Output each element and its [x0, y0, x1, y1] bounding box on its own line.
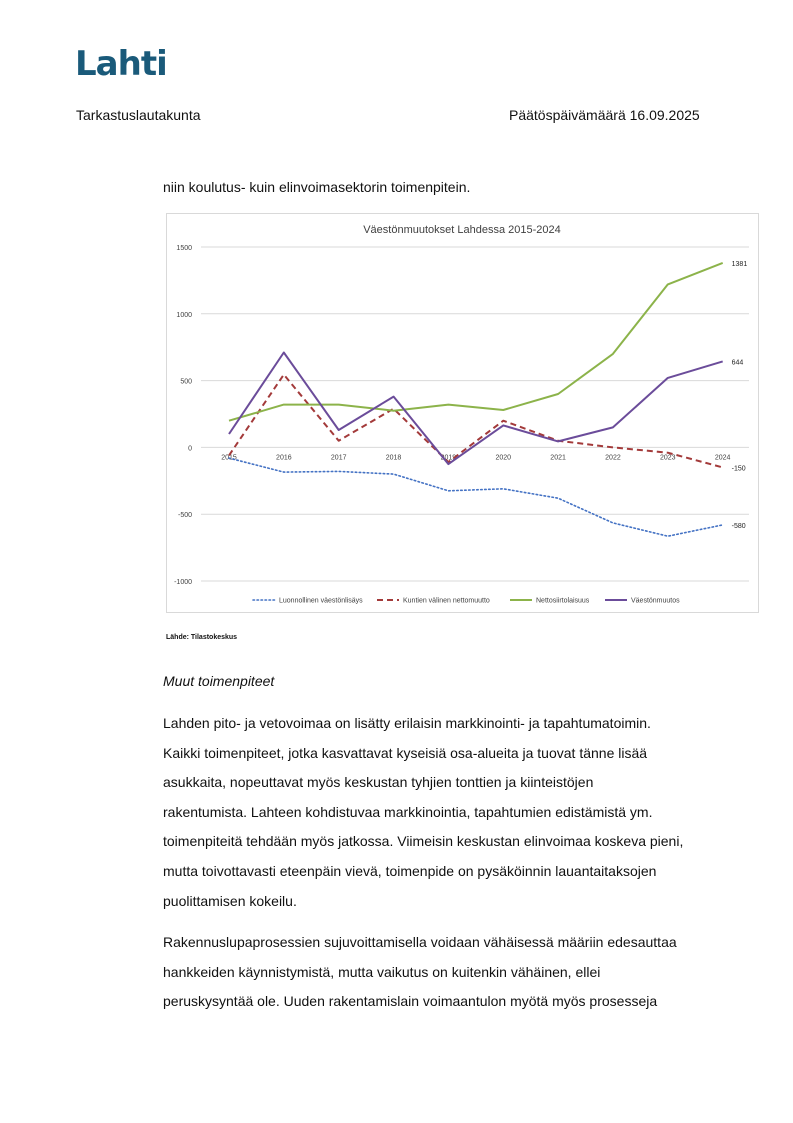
lahti-logo: Lahti — [75, 44, 167, 84]
legend-label: Luonnollinen väestönlisäys — [279, 597, 363, 605]
y-tick-label: 1500 — [176, 245, 192, 252]
legend-label: Kuntien välinen nettomuutto — [403, 597, 490, 605]
paragraph-line: peruskysyntää ole. Uuden rakentamislain voimaantulon myötä myös prosesseja — [163, 993, 658, 1010]
y-tick-label: 500 — [180, 378, 192, 386]
paragraph-line: hankkeiden käynnistymistä, mutta vaikutus on kuitenkin vähäinen, ellei — [163, 963, 601, 980]
chart-source: Lähde: Tilastokeskus — [166, 634, 238, 641]
y-tick-label: -1000 — [174, 579, 192, 586]
intro-text: niin koulutus- kuin elinvoimasektorin toimenpitein. — [163, 179, 471, 195]
series-line — [229, 263, 723, 421]
x-tick-label: 2015 — [221, 454, 237, 462]
decision-date: Päätöspäivämäärä 16.09.2025 — [509, 107, 700, 123]
x-tick-label: 2022 — [605, 454, 621, 462]
x-tick-label: 2018 — [385, 454, 402, 462]
paragraph-line: puolittamisen kokeilu. — [163, 892, 297, 909]
y-tick-label: 0 — [188, 445, 192, 453]
paragraph-line: Rakennuslupaprosessien sujuvoittamisella voidaan vähäisessä määriin edesauttaa — [163, 934, 677, 950]
paragraph-line: mutta toivottavasti eteenpäin vievä, toimenpide on pysäköinnin lauantaitaksojen — [163, 862, 657, 879]
x-tick-label: 2020 — [495, 454, 512, 462]
organization-name: Tarkastuslautakunta — [76, 107, 201, 123]
legend-label: Nettosiirtolaisuus — [536, 597, 590, 605]
data-label: -580 — [731, 522, 746, 530]
data-label: 644 — [731, 359, 744, 367]
y-tick-label: 1000 — [176, 311, 192, 319]
y-tick-label: -500 — [177, 512, 192, 520]
data-label: 1381 — [731, 260, 748, 268]
paragraph-line: asukkaita, nopeuttavat myös keskustan tyhjien tonttien ja kiinteistöjen — [163, 774, 594, 791]
legend-label: Väestönmuutos — [631, 597, 680, 605]
chart-svg — [167, 214, 758, 612]
x-tick-label: 2017 — [330, 454, 347, 462]
population-change-chart — [166, 213, 759, 613]
x-tick-label: 2021 — [550, 454, 566, 462]
paragraph-2 — [163, 928, 723, 1017]
x-tick-label: 2023 — [660, 454, 676, 462]
x-tick-label: 2024 — [714, 454, 731, 462]
data-label: -150 — [731, 465, 746, 473]
x-tick-label: 2016 — [276, 454, 292, 462]
x-tick-label: 2019 — [440, 454, 457, 462]
paragraph-line: Kaikki toimenpiteet, jotka kasvattavat kyseisiä osa-alueita ja tuovat tänne lisää — [163, 744, 648, 761]
series-line — [229, 458, 723, 536]
paragraph-line: Lahden pito- ja vetovoimaa on lisätty erilaisin markkinointi- ja tapahtumatoimin. — [163, 715, 651, 731]
paragraph-line: toimenpiteitä tehdään myös jatkossa. Viimeisin keskustan elinvoimaa koskeva pieni, — [163, 833, 684, 850]
section-subheading: Muut toimenpiteet — [163, 673, 275, 689]
chart-title: Väestönmuutokset Lahdessa 2015-2024 — [363, 224, 561, 236]
paragraph-1 — [163, 709, 723, 916]
paragraph-line: rakentumista. Lahteen kohdistuvaa markkinointia, tapahtumien edistämistä ym. — [163, 803, 653, 820]
series-line — [229, 375, 723, 468]
